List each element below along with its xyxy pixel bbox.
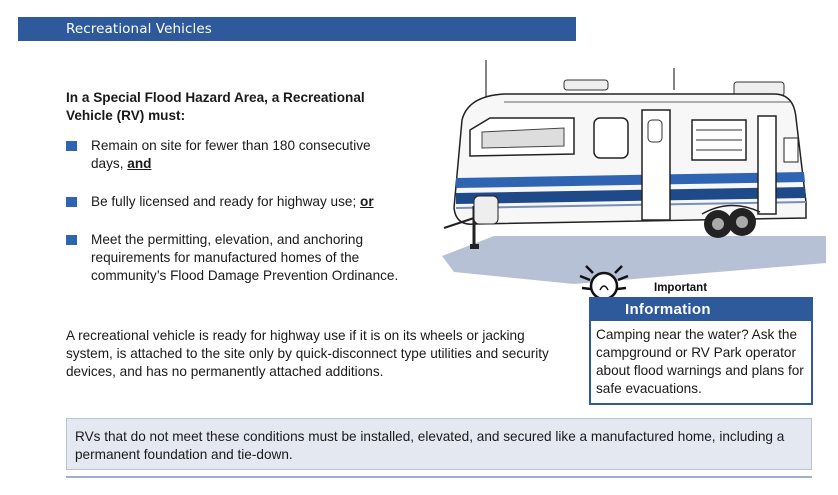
bullet-item bbox=[66, 137, 406, 173]
bullet-text: Remain on site for fewer than 180 consecutive days, and bbox=[91, 138, 371, 171]
intro-text: In a Special Flood Hazard Area, a Recreational Vehicle (RV) must: bbox=[66, 90, 365, 123]
highway-ready-paragraph: A recreational vehicle is ready for highway use if it is on its wheels or jacking system, is attached to the site only by quick-disconnect type utilities and security devices, and has no permanently attached additions. bbox=[66, 328, 549, 379]
section-header bbox=[18, 17, 576, 41]
divider bbox=[66, 476, 812, 478]
bullet-text: Meet the permitting, elevation, and anchoring requirements for manufactured homes of the community’s Flood Damage Prevention Ordinance. bbox=[91, 232, 399, 283]
bullet-item bbox=[66, 231, 406, 285]
info-box-body: Camping near the water? Ask the campground or RV Park operator about flood warnings and plans for safe evacuations. bbox=[596, 327, 804, 396]
bullet-square-icon bbox=[66, 235, 77, 245]
bullet-square-icon bbox=[66, 141, 77, 151]
bullet-emphasis: and bbox=[127, 156, 152, 171]
info-box bbox=[589, 297, 813, 405]
info-box-title: Information bbox=[591, 299, 811, 321]
bullet-item bbox=[66, 193, 406, 211]
rv-illustration-icon bbox=[434, 58, 826, 298]
bullet-emphasis: or bbox=[360, 194, 374, 209]
bullet-square-icon bbox=[66, 197, 77, 207]
important-label: Important bbox=[654, 282, 708, 294]
bottom-note: RVs that do not meet these conditions must be installed, elevated, and secured like a manufactured home, including a permanent foundation and tie-down. bbox=[66, 418, 812, 470]
section-title: Recreational Vehicles bbox=[66, 21, 212, 37]
bullet-text: Be fully licensed and ready for highway use; or bbox=[91, 194, 374, 209]
